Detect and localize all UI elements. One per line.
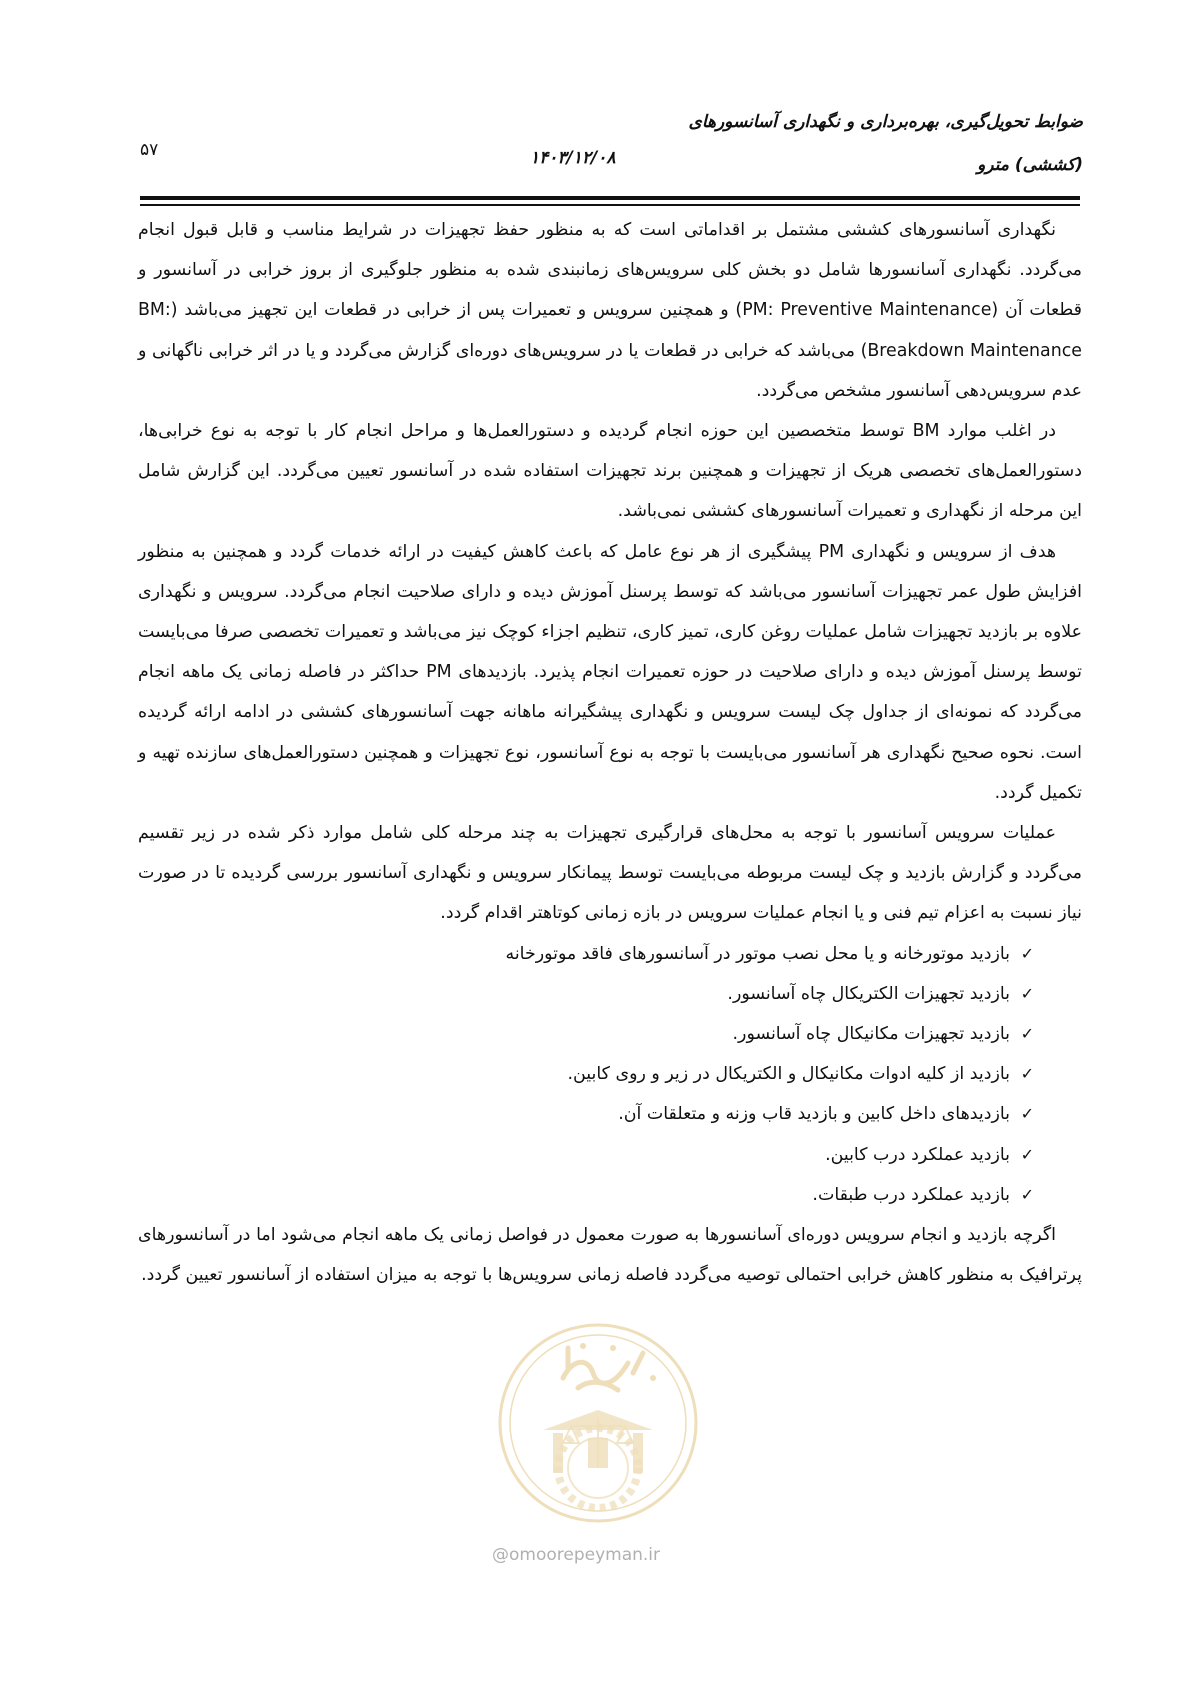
paragraph-pm: هدف از سرویس و نگهداری PM پیشگیری از هر نوع عامل که باعث کاهش کیفیت در ارائه خدمات گردد و همچنین به منظور افزایش طول عمر تجهیزات آسانسور می‌باشد که توسط پرسنل آموزش دیده و دارای صلاحیت انجام می‌گردد. سرویس و نگهداری علاوه بر بازدید تجهیزات شامل عملیات روغن کاری، تمیز کاری، تنظیم اجزاء کوچک نیز می‌باشد و تعمیرات تخصصی صرفا می‌بایست توسط پرسنل آموزش دیده و دارای صلاحیت در حوزه تعمیرات انجام پذیرد. بازدیدهای PM حداکثر در فاصله زمانی یک ماهه انجام می‌گردد که نمونه‌ای از جداول چک لیست سرویس و نگهداری پیشگیرانه ماهانه جهت آسانسورهای کششی در ادامه ارائه گردیده است. نحوه صحیح نگهداری هر آسانسور می‌بایست با توجه به نوع آسانسور، نوع تجهیزات و همچنین دستورالعمل‌های سازنده تهیه و تکمیل گردد. <box>138 541 1082 803</box>
checkmark-icon: ✓ <box>1020 943 1034 963</box>
checkmark-icon: ✓ <box>1020 983 1034 1003</box>
checklist-item <box>138 1014 1034 1054</box>
paragraph-maintenance-intro: نگهداری آسانسورهای کششی مشتمل بر اقداماتی است که به منظور حفظ تجهیزات در شرایط مناسب و قابل قبول انجام می‌گردد. نگهداری آسانسورها شامل دو بخش کلی سرویس‌های زمانبندی شده به منظور جلوگیری از بروز خرابی در آسانسور و قطعات آن (PM: Preventive Maintenance) و همچنین سرویس و تعمیرات پس از خرابی در قطعات این تجهیز می‌باشد (BM: Breakdown Maintenance) می‌باشد که خرابی در قطعات یا در سرویس‌های دوره‌ای گزارش می‌گردد و یا در اثر خرابی ناگهانی و عدم سرویس‌دهی آسانسور مشخص می‌گردد. <box>138 220 1082 401</box>
checkmark-icon: ✓ <box>1020 1104 1034 1124</box>
page-number: ۵۷ <box>140 140 159 160</box>
checklist-item-text: بازدید عملکرد درب طبقات. <box>812 1184 1010 1205</box>
checklist-item <box>138 974 1034 1014</box>
header-title-line2: (کششی) مترو <box>977 155 1083 175</box>
header-title-line1: ضوابط تحویل‌گیری، بهره‌برداری و نگهداری آسانسورهای <box>688 112 1083 132</box>
header-rule-thin <box>140 204 1080 206</box>
checklist-item-text: بازدید تجهیزات مکانیکال چاه آسانسور. <box>732 1024 1010 1045</box>
header-date: ۱۴۰۳/۱۲/۰۸ <box>530 148 616 168</box>
inspection-checklist <box>138 934 1082 1215</box>
header-rule-thick <box>140 196 1080 200</box>
watermark-seal-logo <box>493 1318 703 1528</box>
checklist-item <box>138 1054 1034 1094</box>
checklist-item <box>138 934 1034 974</box>
checkmark-icon: ✓ <box>1020 1144 1034 1164</box>
checklist-item-text: بازدید موتورخانه و یا محل نصب موتور در آسانسورهای فاقد موتورخانه <box>505 943 1010 964</box>
paragraph-service-stages: عملیات سرویس آسانسور با توجه به محل‌های قرارگیری تجهیزات به چند مرحله کلی شامل موارد ذکر شده در زیر تقسیم می‌گردد و گزارش بازدید و چک لیست مربوطه می‌بایست توسط پیمانکار سرویس و نگهداری آسانسور بررسی گردیده تا در صورت نیاز نسبت به اعزام تیم فنی و یا انجام عملیات سرویس در بازه زمانی کوتاهتر اقدام گردد. <box>138 823 1082 924</box>
checklist-item-text: بازدید عملکرد درب کابین. <box>825 1144 1010 1165</box>
watermark-url: @omoorepeyman.ir <box>492 1545 661 1565</box>
checklist-item <box>138 1135 1034 1175</box>
body-content <box>138 210 1082 1295</box>
checklist-item-text: بازدید تجهیزات الکتریکال چاه آسانسور. <box>727 983 1010 1004</box>
checklist-item <box>138 1094 1034 1134</box>
checkmark-icon: ✓ <box>1020 1184 1034 1204</box>
checklist-item <box>138 1175 1034 1215</box>
checkmark-icon: ✓ <box>1020 1064 1034 1084</box>
checklist-item-text: بازدید از کلیه ادوات مکانیکال و الکتریکال در زیر و روی کابین. <box>567 1064 1010 1085</box>
checklist-item-text: بازدیدهای داخل کابین و بازدید قاب وزنه و متعلقات آن. <box>618 1104 1010 1125</box>
paragraph-high-traffic: اگرچه بازدید و انجام سرویس دوره‌ای آسانسورها به صورت معمول در فواصل زمانی یک ماهه انجام می‌شود اما در آسانسورهای پرترافیک به منظور کاهش خرابی احتمالی توصیه می‌گردد فاصله زمانی سرویس‌ها با توجه به میزان استفاده از آسانسور تعیین گردد. <box>138 1225 1082 1286</box>
checkmark-icon: ✓ <box>1020 1024 1034 1044</box>
paragraph-bm: در اغلب موارد BM توسط متخصصین این حوزه انجام گردیده و دستورالعمل‌ها و مراحل انجام کار با توجه به نوع خرابی‌ها، دستورالعمل‌های تخصصی هریک از تجهیزات و همچنین برند تجهیزات استفاده شده در آسانسور تعیین می‌گردد. این گزارش شامل این مرحله از نگهداری و تعمیرات آسانسورهای کششی نمی‌باشد. <box>138 421 1082 522</box>
